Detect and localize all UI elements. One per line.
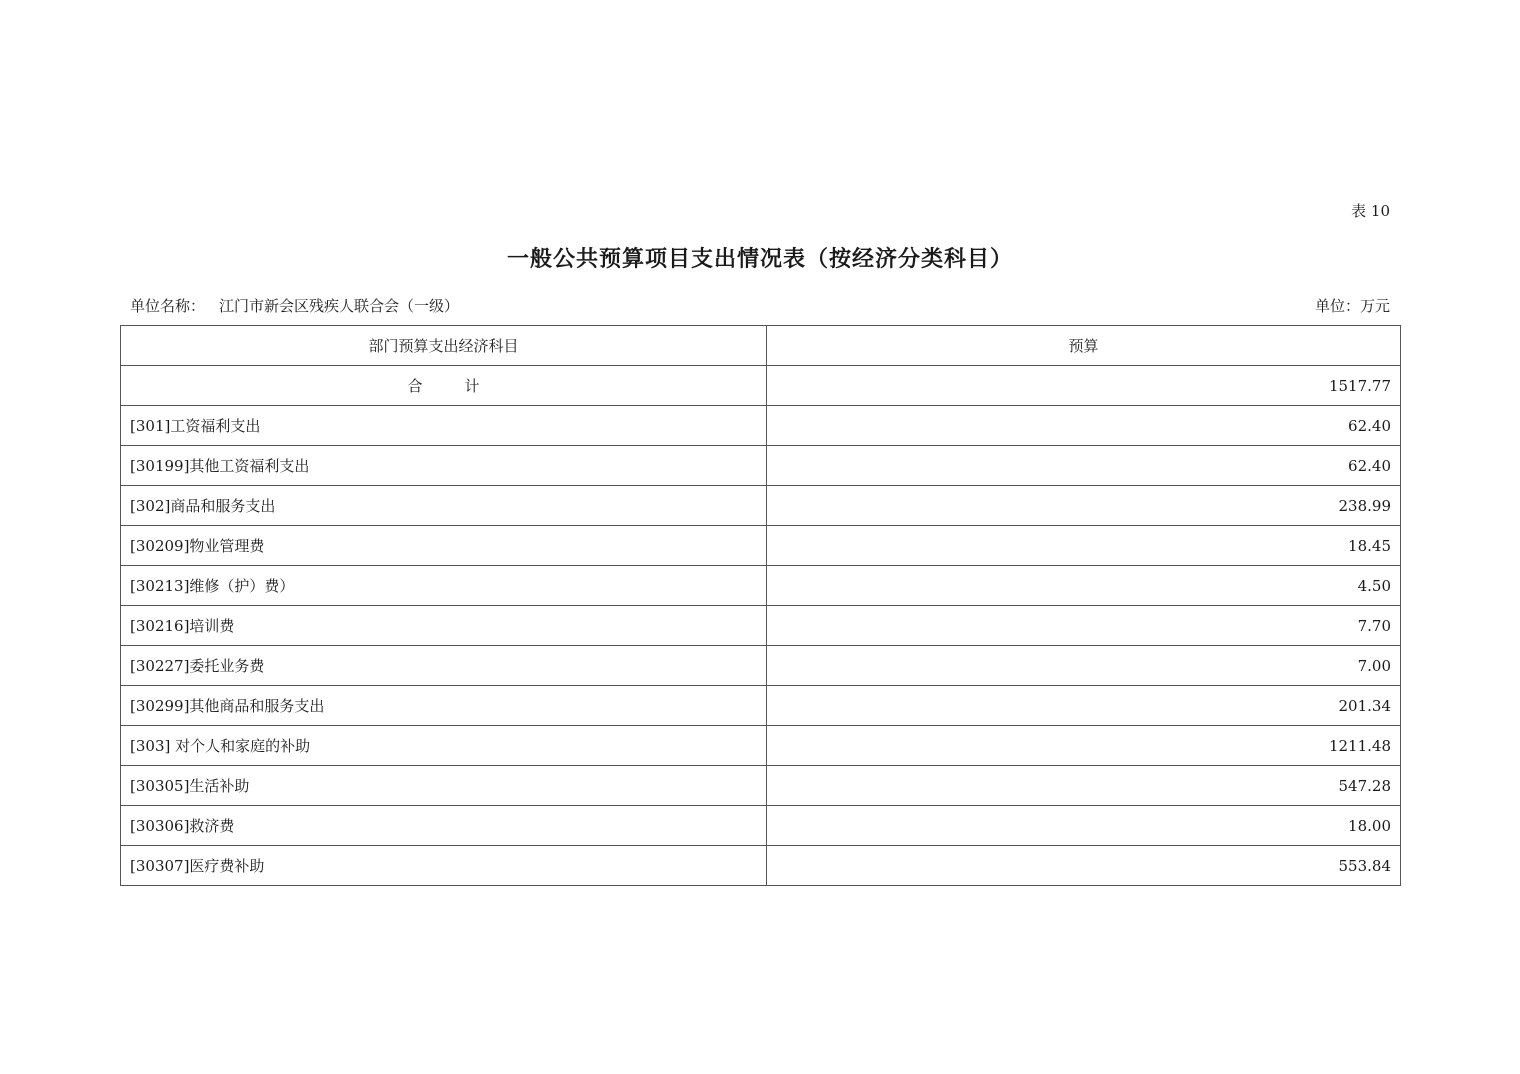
header-budget: 预算	[767, 326, 1401, 366]
unit-info-row	[130, 295, 1390, 316]
unit-name: 江门市新会区残疾人联合会（一级）	[219, 297, 460, 315]
row-item: [302]商品和服务支出	[121, 486, 767, 526]
row-amount: 547.28	[767, 766, 1401, 806]
table-row	[121, 806, 1401, 846]
table-number: 表 10	[1351, 202, 1390, 220]
total-label-char-2: 计	[464, 377, 480, 395]
table-row	[121, 846, 1401, 886]
table-row	[121, 686, 1401, 726]
table-row	[121, 566, 1401, 606]
row-item: [30209]物业管理费	[121, 526, 767, 566]
row-item: [30216]培训费	[121, 606, 767, 646]
table-row	[121, 726, 1401, 766]
row-amount: 238.99	[767, 486, 1401, 526]
row-amount: 62.40	[767, 446, 1401, 486]
row-item: [30307]医疗费补助	[121, 846, 767, 886]
table-row	[121, 486, 1401, 526]
table-header-row	[121, 326, 1401, 366]
budget-table	[120, 325, 1401, 886]
row-amount: 7.70	[767, 606, 1401, 646]
total-row	[121, 366, 1401, 406]
unit-name-group	[130, 295, 459, 316]
total-label-char-1: 合	[407, 377, 423, 395]
row-item: [30306]救济费	[121, 806, 767, 846]
row-amount: 4.50	[767, 566, 1401, 606]
total-amount: 1517.77	[767, 366, 1401, 406]
table-row	[121, 526, 1401, 566]
row-amount: 18.00	[767, 806, 1401, 846]
table-row	[121, 766, 1401, 806]
unit-name-label: 单位名称：	[130, 297, 206, 315]
row-amount: 62.40	[767, 406, 1401, 446]
row-item: [30305]生活补助	[121, 766, 767, 806]
row-item: [30199]其他工资福利支出	[121, 446, 767, 486]
row-amount: 7.00	[767, 646, 1401, 686]
table-row	[121, 446, 1401, 486]
row-amount: 1211.48	[767, 726, 1401, 766]
row-item: [30213]维修（护）费）	[121, 566, 767, 606]
row-item: [30299]其他商品和服务支出	[121, 686, 767, 726]
currency-unit: 单位：万元	[1314, 297, 1390, 315]
row-amount: 18.45	[767, 526, 1401, 566]
row-item: [303] 对个人和家庭的补助	[121, 726, 767, 766]
header-economic-category: 部门预算支出经济科目	[121, 326, 767, 366]
row-amount: 553.84	[767, 846, 1401, 886]
table-row	[121, 406, 1401, 446]
table-row	[121, 646, 1401, 686]
row-amount: 201.34	[767, 686, 1401, 726]
row-item: [301]工资福利支出	[121, 406, 767, 446]
table-row	[121, 606, 1401, 646]
row-item: [30227]委托业务费	[121, 646, 767, 686]
page-title: 一般公共预算项目支出情况表（按经济分类科目）	[506, 246, 1013, 272]
total-label	[121, 366, 767, 406]
